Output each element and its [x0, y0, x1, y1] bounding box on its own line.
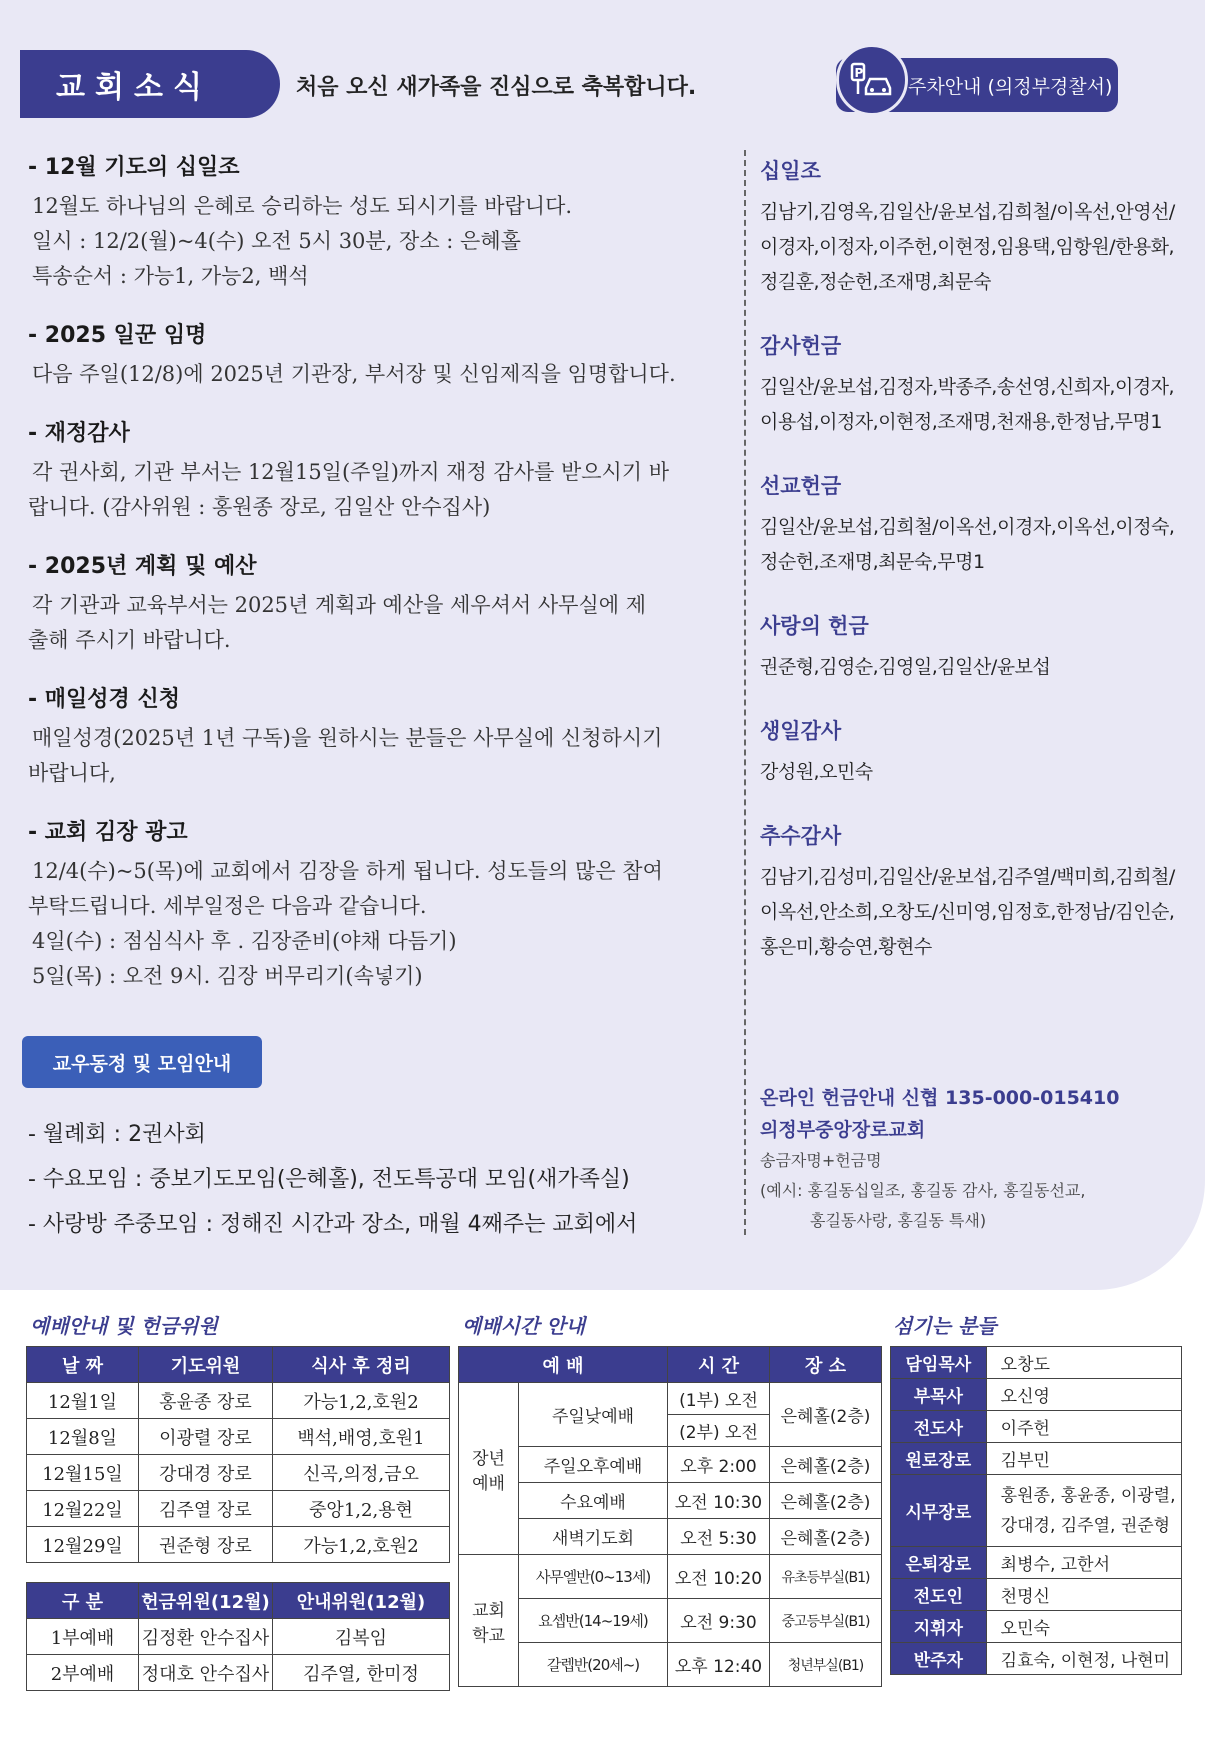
news-line: 특송순서 : 가능1, 가능2, 백석	[32, 264, 309, 288]
offering-names: 김남기,김성미,김일산/윤보섭,김주열/백미희,김희철/	[760, 866, 1175, 888]
offering-title: 생일감사	[760, 719, 842, 743]
news-line: 바랍니다,	[28, 761, 116, 785]
worship-place: 은혜홀(2층)	[770, 1447, 882, 1483]
server-names: 오창도	[986, 1347, 1181, 1379]
offering-list	[760, 155, 1180, 995]
fellowship-section-button[interactable]: 교우동정 및 모임안내	[22, 1036, 262, 1088]
class-time: 오전 10:20	[668, 1555, 770, 1599]
fellowship-item: - 사랑방 주중모임 : 정해진 시간과 장소, 매월 4째주는 교회에서	[28, 1212, 638, 1237]
table-row	[891, 1475, 1182, 1547]
offering-group	[760, 610, 1180, 685]
offering-group	[760, 330, 1180, 440]
table-cell: 정대호 안수집사	[139, 1655, 273, 1691]
table-cell: 김정환 안수집사	[139, 1619, 273, 1655]
table-row	[27, 1527, 450, 1563]
class-place: 유초등부실(B1)	[770, 1555, 882, 1599]
adult-worship-label: 장년 예배	[459, 1383, 519, 1555]
offering-names: 김일산/윤보섭,김희철/이옥선,이경자,이옥선,이정숙,	[760, 516, 1175, 538]
server-names: 이주헌	[986, 1411, 1181, 1443]
table-cell: 백석,배영,호원1	[273, 1419, 450, 1455]
news-item	[28, 815, 728, 994]
offering-title: 십일조	[760, 159, 821, 183]
server-names: 김효숙, 이현정, 나현미	[986, 1643, 1181, 1675]
table-row	[27, 1655, 450, 1691]
prayer-committee-table	[26, 1346, 450, 1563]
offering-group	[760, 715, 1180, 790]
parking-car-icon[interactable]	[836, 44, 908, 116]
news-title: - 교회 김장 광고	[28, 820, 188, 845]
server-names: 오신영	[986, 1379, 1181, 1411]
table-cell: 김주열 장로	[139, 1491, 273, 1527]
table-row	[27, 1455, 450, 1491]
worship-time: 오전 5:30	[668, 1519, 770, 1555]
class-place: 중고등부실(B1)	[770, 1599, 882, 1643]
table-row	[459, 1447, 882, 1483]
news-line: 5일(목) : 오전 9시. 김장 버무리기(속넣기)	[32, 964, 423, 988]
class-time: 오전 9:30	[668, 1599, 770, 1643]
worship-committee-title: 예배안내 및 헌금위원	[30, 1314, 218, 1338]
news-line: 4일(수) : 점심식사 후 . 김장준비(야채 다듬기)	[32, 929, 457, 953]
worship-time: 오전 10:30	[668, 1483, 770, 1519]
class-time: 오후 12:40	[668, 1643, 770, 1687]
news-title: - 매일성경 신청	[28, 687, 180, 712]
server-names: 천명신	[986, 1579, 1181, 1611]
svg-text:P: P	[854, 66, 864, 80]
worship-place: 은혜홀(2층)	[770, 1483, 882, 1519]
offering-title: 사랑의 헌금	[760, 614, 869, 638]
offering-names: 정순헌,조재명,최문숙,무명1	[760, 551, 985, 573]
col-offering-committee: 헌금위원(12월)	[139, 1583, 273, 1619]
news-line: 부탁드립니다. 세부일정은 다음과 같습니다.	[28, 894, 427, 918]
offering-names: 이경자,이정자,이주헌,이현정,임용택,임항원/한용화,	[760, 236, 1175, 258]
news-item	[28, 682, 728, 791]
offering-names: 이옥선,안소희,오창도/신미영,임정호,한정남/김인순,	[760, 901, 1175, 923]
table-cell: 중앙1,2,용현	[273, 1491, 450, 1527]
fellowship-list	[28, 1112, 728, 1247]
offering-names: 홍은미,황승연,황현수	[760, 936, 932, 958]
table-cell: 12월29일	[27, 1527, 139, 1563]
news-list	[28, 150, 728, 1018]
worship-name: 주일오후예배	[519, 1447, 668, 1483]
news-line: 매일성경(2025년 1년 구독)을 원하시는 분들은 사무실에 신청하시기	[32, 726, 663, 750]
table-cell: 12월15일	[27, 1455, 139, 1491]
table-cell: 이광렬 장로	[139, 1419, 273, 1455]
parking-label: 주차안내 (의정부경찰서)	[908, 75, 1113, 98]
server-names: 오민숙	[986, 1611, 1181, 1643]
server-names: 김부민	[986, 1443, 1181, 1475]
news-line: 12월도 하나님의 은혜로 승리하는 성도 되시기를 바랍니다.	[32, 194, 573, 218]
page-title: 교회소식	[20, 50, 280, 118]
table-cell: 2부예배	[27, 1655, 139, 1691]
worship-times-table	[458, 1346, 882, 1687]
welcome-message: 처음 오신 새가족을 진심으로 축복합니다.	[296, 75, 697, 100]
table-cell: 가능1,2,호원2	[273, 1527, 450, 1563]
worship-place: 은혜홀(2층)	[770, 1383, 882, 1447]
server-role: 부목사	[891, 1379, 987, 1411]
table-cell: 가능1,2,호원2	[273, 1383, 450, 1419]
col-usher: 안내위원(12월)	[273, 1583, 450, 1619]
worship-name: 수요예배	[519, 1483, 668, 1519]
table-cell: 김복임	[273, 1619, 450, 1655]
offering-names: 권준형,김영순,김영일,김일산/윤보섭	[760, 656, 1051, 678]
table-row	[891, 1611, 1182, 1643]
server-role: 지휘자	[891, 1611, 987, 1643]
news-title: - 2025년 계획 및 예산	[28, 554, 257, 579]
offering-names: 김남기,김영옥,김일산/윤보섭,김희철/이옥선,안영선/	[760, 201, 1175, 223]
server-role: 전도사	[891, 1411, 987, 1443]
worship-place: 은혜홀(2층)	[770, 1519, 882, 1555]
worship-name: 새벽기도회	[519, 1519, 668, 1555]
server-names: 최병수, 고한서	[986, 1547, 1181, 1579]
news-line: 각 권사회, 기관 부서는 12월15일(주일)까지 재정 감사를 받으시기 바	[32, 460, 670, 484]
table-row	[891, 1347, 1182, 1379]
offering-title: 선교헌금	[760, 474, 842, 498]
news-line: 12/4(수)~5(목)에 교회에서 김장을 하게 됩니다. 성도들의 많은 참여	[32, 859, 663, 883]
table-row	[459, 1599, 882, 1643]
table-row	[459, 1555, 882, 1599]
offering-committee-table	[26, 1582, 450, 1691]
offering-group	[760, 155, 1180, 300]
table-cell: 12월1일	[27, 1383, 139, 1419]
server-role: 담임목사	[891, 1347, 987, 1379]
news-line: 일시 : 12/2(월)~4(수) 오전 5시 30분, 장소 : 은혜홀	[32, 229, 521, 253]
table-cell: 홍윤종 장로	[139, 1383, 273, 1419]
offering-group	[760, 470, 1180, 580]
offering-title: 추수감사	[760, 824, 842, 848]
col-date: 날 짜	[27, 1347, 139, 1383]
col-place: 장 소	[770, 1347, 882, 1383]
server-role: 원로장로	[891, 1443, 987, 1475]
table-row	[891, 1547, 1182, 1579]
fellowship-item: - 수요모임 : 중보기도모임(은혜홀), 전도특공대 모임(새가족실)	[28, 1167, 630, 1192]
remittance-rule: 송금자명+헌금명	[760, 1151, 882, 1170]
table-row	[27, 1619, 450, 1655]
server-names: 홍원종, 홍윤종, 이광렬, 강대경, 김주열, 권준형	[986, 1475, 1181, 1547]
server-role: 시무장로	[891, 1475, 987, 1547]
bank-account: 온라인 헌금안내 신협 135-000-015410	[760, 1087, 1120, 1109]
col-type: 구 분	[27, 1583, 139, 1619]
table-cell: 1부예배	[27, 1619, 139, 1655]
news-title: - 재정감사	[28, 421, 130, 446]
worship-times-title: 예배시간 안내	[462, 1314, 585, 1338]
server-role: 반주자	[891, 1643, 987, 1675]
servers-title: 섬기는 분들	[893, 1314, 997, 1338]
table-cell: 12월22일	[27, 1491, 139, 1527]
offering-names: 강성원,오민숙	[760, 761, 873, 783]
col-cleanup: 식사 후 정리	[273, 1347, 450, 1383]
table-cell: 권준형 장로	[139, 1527, 273, 1563]
table-row	[459, 1519, 882, 1555]
offering-group	[760, 820, 1180, 965]
table-cell: 신곡,의정,금오	[273, 1455, 450, 1491]
worship-time: (1부) 오전	[668, 1383, 770, 1415]
remittance-example: (예시: 홍길동십일조, 홍길동 감사, 홍길동선교,	[760, 1181, 1086, 1200]
offering-title: 감사헌금	[760, 334, 842, 358]
offering-names: 정길훈,정순헌,조재명,최문숙	[760, 271, 991, 293]
worship-name: 주일낮예배	[519, 1383, 668, 1447]
offering-names: 김일산/윤보섭,김정자,박종주,송선영,신희자,이경자,	[760, 376, 1175, 398]
table-cell: 강대경 장로	[139, 1455, 273, 1491]
class-name: 사무엘반(0~13세)	[519, 1555, 668, 1599]
news-title: - 2025 일꾼 임명	[28, 323, 207, 348]
worship-time: (2부) 오전	[668, 1415, 770, 1447]
class-place: 청년부실(B1)	[770, 1643, 882, 1687]
table-row	[459, 1643, 882, 1687]
table-row	[891, 1643, 1182, 1675]
news-item	[28, 150, 728, 294]
table-cell: 김주열, 한미정	[273, 1655, 450, 1691]
server-role: 전도인	[891, 1579, 987, 1611]
table-row	[891, 1411, 1182, 1443]
servers-table	[890, 1346, 1182, 1675]
col-worship: 예 배	[459, 1347, 668, 1383]
account-holder: 의정부중앙장로교회	[760, 1119, 926, 1141]
news-line: 출해 주시기 바랍니다.	[28, 628, 231, 652]
online-offering-info	[760, 1082, 1180, 1236]
column-divider	[744, 150, 746, 1235]
news-item	[28, 549, 728, 658]
server-role: 은퇴장로	[891, 1547, 987, 1579]
news-line: 다음 주일(12/8)에 2025년 기관장, 부서장 및 신임제직을 임명합니다.	[32, 362, 676, 386]
offering-names: 이용섭,이정자,이현정,조재명,천재용,한정남,무명1	[760, 411, 1162, 433]
table-row	[27, 1491, 450, 1527]
table-row	[891, 1379, 1182, 1411]
table-row	[27, 1419, 450, 1455]
news-line: 랍니다. (감사위원 : 홍원종 장로, 김일산 안수집사)	[28, 495, 491, 519]
news-line: 각 기관과 교육부서는 2025년 계획과 예산을 세우셔서 사무실에 제	[32, 593, 646, 617]
table-row	[459, 1483, 882, 1519]
table-cell: 12월8일	[27, 1419, 139, 1455]
class-name: 요셉반(14~19세)	[519, 1599, 668, 1643]
news-title: - 12월 기도의 십일조	[28, 155, 240, 180]
table-row	[27, 1383, 450, 1419]
remittance-example-cont: 홍길동사랑, 홍길동 특새)	[810, 1211, 987, 1230]
fellowship-item: - 월례회 : 2권사회	[28, 1122, 206, 1147]
class-name: 갈렙반(20세~)	[519, 1643, 668, 1687]
news-item	[28, 416, 728, 525]
col-time: 시 간	[668, 1347, 770, 1383]
table-row	[891, 1443, 1182, 1475]
table-row	[891, 1579, 1182, 1611]
col-prayer: 기도위원	[139, 1347, 273, 1383]
worship-time: 오후 2:00	[668, 1447, 770, 1483]
school-label: 교회 학교	[459, 1555, 519, 1687]
news-item	[28, 318, 728, 392]
